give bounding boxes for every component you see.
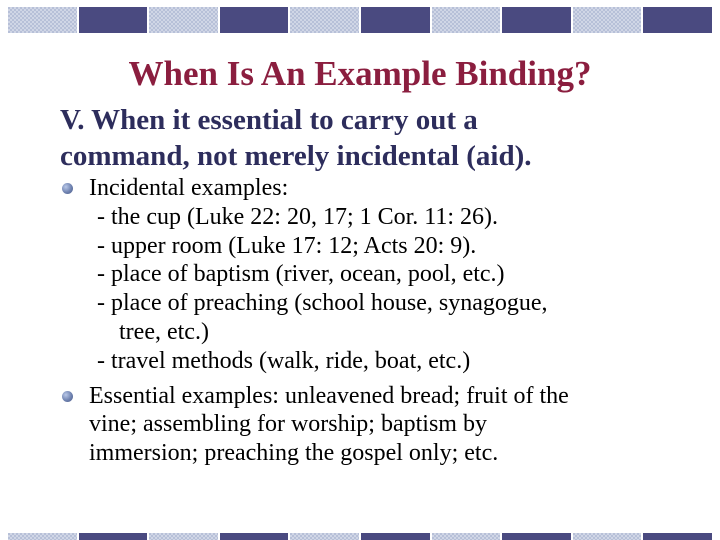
bar-segment	[361, 533, 430, 540]
subheading-line: V. When it essential to carry out a	[60, 104, 478, 136]
bar-segment	[502, 533, 571, 540]
bar-segment	[8, 533, 77, 540]
bar-segment	[432, 7, 501, 33]
bar-segment	[149, 533, 218, 540]
bar-segment	[79, 7, 148, 33]
bullet-essential-examples	[60, 382, 710, 468]
example-line: - place of preaching (school house, synagogue,	[97, 290, 548, 317]
bullet-heading: Incidental examples:	[89, 175, 289, 201]
essential-line: vine; assembling for worship; baptism by	[89, 411, 487, 438]
bar-segment	[290, 7, 359, 33]
bar-segment	[502, 7, 571, 33]
bar-segment	[361, 7, 430, 33]
bar-segment	[643, 7, 712, 33]
subheading-line: command, not merely incidental (aid).	[60, 140, 532, 172]
bar-segment	[432, 533, 501, 540]
bullet-icon	[62, 391, 73, 402]
bar-segment	[573, 533, 642, 540]
example-line: - upper room (Luke 17: 12; Acts 20: 9).	[97, 232, 477, 259]
bar-segment	[573, 7, 642, 33]
bullet-list	[60, 174, 710, 468]
essential-line: Essential examples: unleavened bread; fruit of the	[89, 382, 569, 409]
bar-segment	[149, 7, 218, 33]
slide-title: When Is An Example Binding?	[128, 54, 592, 93]
bar-segment	[8, 7, 77, 33]
bullet-incidental-examples	[60, 174, 710, 376]
example-line: - travel methods (walk, ride, boat, etc.)	[97, 347, 471, 374]
example-line: - place of baptism (river, ocean, pool, etc.)	[97, 261, 505, 288]
bar-segment	[643, 533, 712, 540]
essential-line: immersion; preaching the gospel only; etc.	[89, 440, 499, 467]
bullet-icon	[62, 183, 73, 194]
example-line: - the cup (Luke 22: 20, 17; 1 Cor. 11: 26).	[97, 203, 499, 230]
example-line-continuation: tree, etc.)	[119, 318, 209, 345]
slide-subheading	[60, 102, 700, 174]
top-decorative-bar	[8, 7, 712, 33]
bottom-decorative-bar	[8, 533, 712, 540]
bar-segment	[290, 533, 359, 540]
bar-segment	[220, 533, 289, 540]
bar-segment	[79, 533, 148, 540]
bar-segment	[220, 7, 289, 33]
